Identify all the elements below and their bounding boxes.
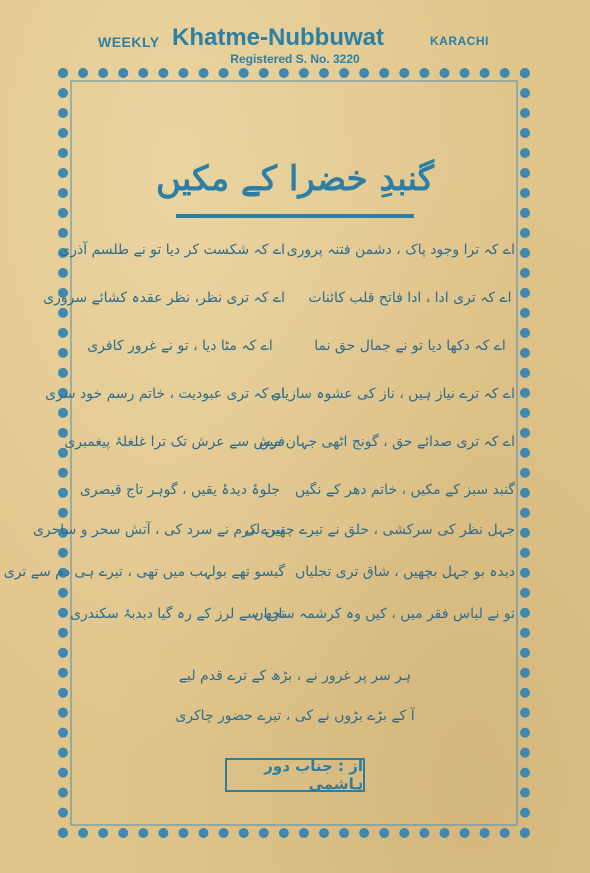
verse-right: جہل نظر کی سرکشی ، حلق نے تیرے چھین لی bbox=[244, 522, 515, 538]
closing-line: آ کے بڑے بڑوں نے کی ، تیرے حضور چاکری bbox=[175, 708, 415, 724]
title-underline bbox=[176, 214, 414, 218]
verse-row bbox=[3, 564, 515, 594]
verse-right: تو نے لباس فقر میں ، کیں وہ کرشمہ سازیاں bbox=[253, 606, 515, 622]
masthead-title: Khatme-Nubbuwat bbox=[172, 24, 384, 51]
verse-left: تجھ سے لرز کے رہ گیا دبدبۂ سکندری bbox=[70, 606, 285, 622]
verse-row bbox=[75, 338, 515, 368]
masthead-city: KARACHI bbox=[430, 34, 489, 48]
masthead-weekly: WEEKLY bbox=[98, 34, 160, 50]
verse-row bbox=[75, 482, 515, 512]
verse-right: گنبد سبز کے مکیں ، خاتم دھر کے نگیں bbox=[294, 482, 515, 498]
closing-line: ہر سر پر غرور نے ، بڑھ کے ترے قدم لیے bbox=[178, 668, 412, 684]
verse-row bbox=[70, 606, 515, 636]
verse-left: اے کہ تری عبودیت ، خاتم رسم خود سری bbox=[45, 386, 285, 402]
registration-number: Registered S. No. 3220 bbox=[230, 52, 360, 66]
verse-left: اے کہ تری نظر، نظر عقدہ کشائے سروری bbox=[43, 290, 285, 306]
verse-right: اے کہ ترا وجود پاک ، دشمن فتنہ پروری bbox=[286, 242, 515, 258]
verse-left: جلوۂ دیدۂ یقیں ، گوہر تاج قیصری bbox=[79, 482, 281, 498]
verse-row bbox=[45, 386, 515, 416]
verse-right: اے کہ تری ادا ، ادا فاتح قلب کائنات bbox=[308, 290, 512, 306]
verse-right: دیدہ بو جہل بچھیں ، شاق تری تجلیاں bbox=[295, 564, 515, 580]
poem-title: گنبدِ خضرا کے مکیں bbox=[155, 159, 434, 199]
verse-left: فرش سے عرش تک ترا غلغلۂ پیغمبری bbox=[64, 434, 285, 450]
verse-left: گیسو تھے بولہب میں تھی ، تیرے ہی دم سے تری bbox=[3, 564, 285, 580]
verse-row bbox=[59, 242, 515, 272]
author-credit: از : جناب دور ہاشمی bbox=[225, 758, 365, 792]
verse-left: اے کہ مٹا دیا ، تو نے غرور کافری bbox=[87, 338, 273, 354]
verse-left: اے کہ شکست کر دیا تو نے طلسم آذری bbox=[59, 242, 285, 258]
verse-row bbox=[64, 434, 515, 464]
verse-left: تیرے کرم نے سرد کی ، آتش سحر و ساحری bbox=[32, 522, 285, 538]
verse-right: اے کہ ترے نیاز ہیں ، ناز کی عشوہ سازیاں bbox=[270, 386, 515, 402]
verse-row bbox=[43, 290, 515, 320]
verse-right: اے کہ تری صدائے حق ، گونج اٹھی جہان میں bbox=[258, 434, 515, 450]
verse-right: اے کہ دکھا دیا تو نے جمال حق نما bbox=[314, 338, 506, 354]
verse-row bbox=[32, 522, 515, 552]
